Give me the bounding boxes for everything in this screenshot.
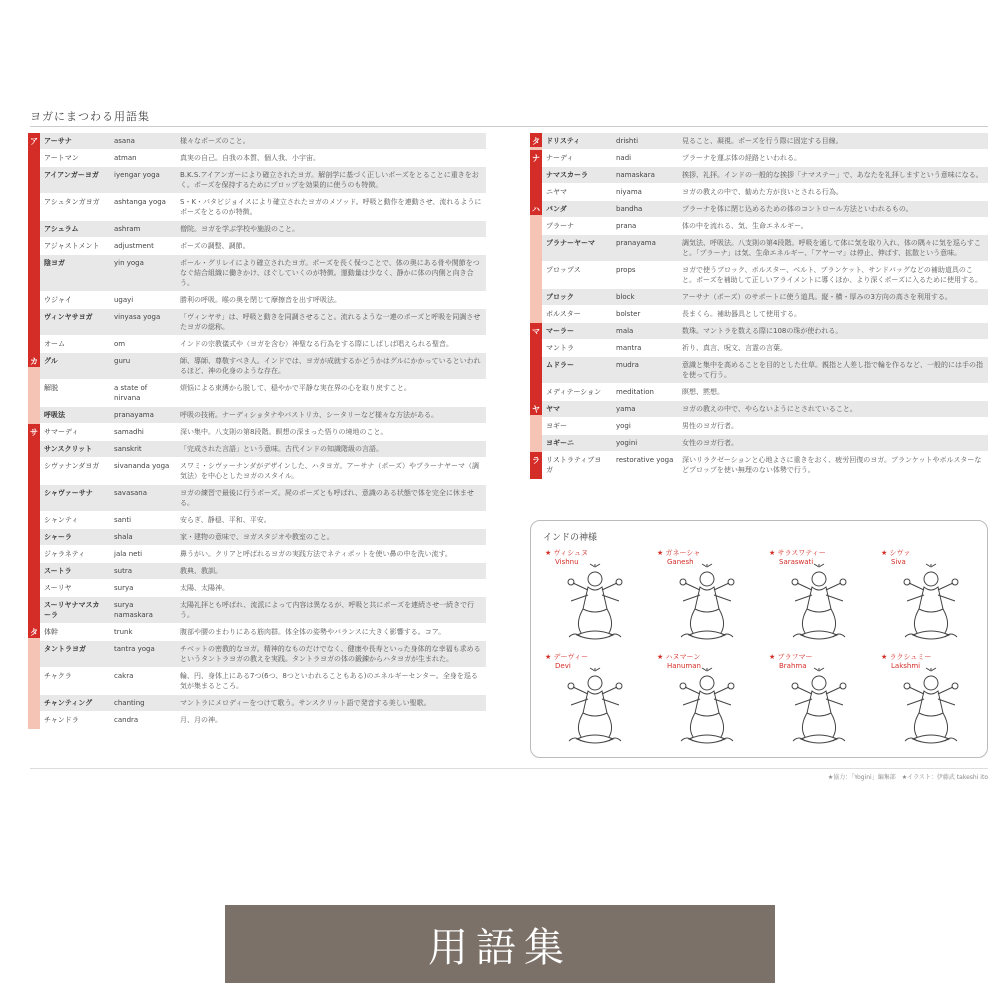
god-name-en: Brahma [779, 662, 807, 670]
glossary-romanization: shala [114, 533, 133, 541]
glossary-term: マントラ [546, 344, 574, 352]
glossary-romanization: bolster [616, 310, 641, 318]
glossary-description: 数珠。マントラを数える際に108の珠が使われる。 [682, 327, 843, 335]
glossary-romanization: ashtanga yoga [114, 198, 166, 206]
star-icon: ★ [545, 549, 554, 557]
banner [225, 905, 775, 983]
glossary-row [542, 306, 988, 323]
glossary-term: オーム [44, 340, 65, 348]
glossary-row [40, 485, 486, 512]
glossary-description: S・K・パタビジョイスにより確立されたヨガのメソッド。呼吸と動作を連動させ、流れるようにポーズをとるのが特徴。 [180, 198, 482, 216]
glossary-section [530, 323, 988, 401]
section-index-tab [530, 150, 542, 201]
banner-label: 用語集 [428, 924, 572, 971]
glossary-description: 太陽礼拝とも呼ばれ、流派によって内容は異なるが、呼吸と共にポーズを連続させ一続きで行う。 [180, 601, 475, 619]
glossary-romanization: yogi [616, 422, 631, 430]
glossary-description: ヨガの教えの中で、勧めた方が良いとされる行為。 [682, 188, 843, 196]
glossary-description: 見ること、凝視。ポーズを行う際に固定する目線。 [682, 137, 843, 145]
glossary-description: プラーナを体に閉じ込めるための体のコントロール方法といわれるもの。 [682, 205, 913, 213]
glossary-term: ヨギー [546, 422, 567, 430]
glossary-description: 家・建物の意味で、ヨガスタジオや教室のこと。 [180, 533, 334, 541]
glossary-term: サンスクリット [44, 445, 93, 453]
glossary-term: シャンティ [44, 516, 79, 524]
glossary-description: 意識と集中を高めることを目的とした仕草。親指と人差し指で輪を作るなど、一般的には手の指を使って行う。 [682, 361, 983, 379]
glossary-description: 月、月の神。 [180, 716, 222, 724]
glossary-row [40, 309, 486, 336]
deity-line-drawing-icon [555, 667, 635, 749]
glossary-row [40, 597, 486, 624]
glossary-romanization: a state of nirvana [114, 384, 148, 402]
section-index-tab [530, 201, 542, 323]
god-name-en: Siva [891, 558, 906, 566]
god-name-ja: ガネーシャ [665, 549, 701, 557]
section-kana: ナ [532, 154, 540, 163]
glossary-description: ポール・グリレイにより確立されたヨガ。ポーズを長く保つことで、体の奥にある骨や関節をつなぐ結合組織に働きかけ、ほぐしていくのが特徴。運動量は少なく、静かに体の内側と向き合う。 [180, 259, 480, 287]
glossary-description: インドの宗教儀式や（ヨガを含む）神聖なる行為をする際にしばしば唱えられる聖音。 [180, 340, 453, 348]
glossary-row [542, 184, 988, 201]
deity-line-drawing-icon [667, 563, 747, 645]
glossary-term: プロップス [546, 266, 581, 274]
glossary-term: アジャストメント [44, 242, 100, 250]
glossary-term: ウジャイ [44, 296, 72, 304]
indian-gods-panel [530, 520, 988, 758]
glossary-row [542, 384, 988, 401]
glossary-term: シャヴァーサナ [44, 489, 93, 497]
glossary-row [542, 218, 988, 235]
god-name-en: Saraswati [779, 558, 814, 566]
glossary-romanization: mantra [616, 344, 642, 352]
glossary-row [40, 624, 486, 641]
star-icon: ★ [657, 549, 666, 557]
glossary-romanization: iyengar yoga [114, 171, 160, 179]
glossary-row [542, 435, 988, 452]
glossary-row [542, 401, 988, 418]
god-name-ja: ハヌマーン [665, 653, 701, 661]
glossary-section [530, 201, 988, 323]
glossary-romanization: om [114, 340, 126, 348]
section-kana: ハ [532, 205, 540, 214]
glossary-romanization: meditation [616, 388, 654, 396]
god-name-en: Devi [555, 662, 571, 670]
star-icon: ★ [769, 549, 778, 557]
glossary-romanization: vinyasa yoga [114, 313, 161, 321]
glossary-description: 呼吸の技術。ナーディショタナやバストリカ、シータリーなど様々な方法がある。 [180, 411, 438, 419]
deity-line-drawing-icon [891, 667, 971, 749]
glossary-row [542, 262, 988, 289]
glossary-description: 僧院。ヨガを学ぶ学校や施設のこと。 [180, 225, 299, 233]
glossary-description: 深い集中。八支則の第8段階。瞑想の深まった悟りの境地のこと。 [180, 428, 388, 436]
glossary-description: 師、導師、尊敬すべき人。インドでは、ヨガが成就するかどうかはグルにかかっているといわれるほど、神の化身のような存在。 [180, 357, 481, 375]
glossary-romanization: tantra yoga [114, 645, 155, 653]
god-name-en: Ganesh [667, 558, 694, 566]
glossary-row [542, 452, 988, 479]
glossary-romanization: restorative yoga [616, 456, 674, 464]
deity-line-drawing-icon [891, 563, 971, 645]
glossary-romanization: pranayama [114, 411, 154, 419]
glossary-romanization: surya namaskara [114, 601, 153, 619]
glossary-section [530, 401, 988, 452]
glossary-description: ヨガの教えの中で、やらないようにとされていること。 [682, 405, 857, 413]
glossary-romanization: sanskrit [114, 445, 142, 453]
glossary-row [542, 201, 988, 218]
glossary-row [40, 238, 486, 255]
section-kana: タ [30, 628, 38, 637]
star-icon: ★ [769, 653, 778, 661]
glossary-term: チャクラ [44, 672, 72, 680]
glossary-term: シヴァナンダヨガ [44, 462, 100, 470]
section-kana: ラ [532, 456, 540, 465]
glossary-description: 瞑想、黙想。 [682, 388, 724, 396]
god-name-ja: サラスワティー [777, 549, 826, 557]
glossary-term: スートラ [44, 567, 72, 575]
glossary-section [28, 133, 486, 353]
glossary-row [40, 695, 486, 712]
glossary-romanization: surya [114, 584, 134, 592]
star-icon: ★ [545, 653, 554, 661]
glossary-term: ムドラー [546, 361, 574, 369]
glossary-term: ナマスカーラ [546, 171, 588, 179]
glossary-left-column [28, 133, 486, 729]
glossary-term: アーサナ [44, 137, 72, 145]
glossary-description: プラーナを運ぶ体の経路といわれる。 [682, 154, 801, 162]
glossary-romanization: adjustment [114, 242, 154, 250]
glossary-section [530, 150, 988, 201]
glossary-description: ヨガで使うブロック、ボルスター、ベルト、ブランケット、サンドバッグなどの補助道具のこと。ポーズを補助して正しいアライメントに導くほか、より深くポーズに入るために使用する。 [682, 266, 983, 284]
glossary-term: ブロック [546, 293, 574, 301]
god-name-en: Lakshmi [891, 662, 921, 670]
deity-line-drawing-icon [555, 563, 635, 645]
glossary-description: 鼻うがい。クリアと呼ばれるヨガの実践方法でネティポットを使い鼻の中を洗い流す。 [180, 550, 452, 558]
glossary-row [542, 289, 988, 306]
section-index-tab [28, 353, 40, 424]
glossary-row [40, 292, 486, 309]
glossary-row [542, 340, 988, 357]
glossary-description: 調気法、呼吸法。八支則の第4段階。呼吸を通して体に気を取り入れ、体の隅々に気を巡らすこと。「プラーナ」は気、生命エネルギー、「アヤーマ」は停止、伸ばす、拡散という意味。 [682, 239, 981, 257]
glossary-description: B.K.S.アイアンガーにより確立されたヨガ。解剖学に基づく正しいポーズをとることに重きをおく。ポーズを保持するためにプロップを効果的に使うのも特徴。 [180, 171, 479, 189]
glossary-term: バンダ [546, 205, 567, 213]
glossary-section [530, 452, 988, 479]
glossary-description: 「完成された言語」という意味。古代インドの知識階級の言語。 [180, 445, 383, 453]
star-icon: ★ [881, 549, 890, 557]
glossary-row [40, 424, 486, 441]
glossary-romanization: niyama [616, 188, 642, 196]
glossary-romanization: props [616, 266, 636, 274]
glossary-term: ヴィンヤサヨガ [44, 313, 93, 321]
god-illustration-card [537, 549, 649, 649]
glossary-row [40, 668, 486, 695]
glossary-term: アートマン [44, 154, 79, 162]
glossary-romanization: cakra [114, 672, 134, 680]
section-kana: カ [30, 357, 38, 366]
deity-line-drawing-icon [667, 667, 747, 749]
glossary-term: マーラー [546, 327, 574, 335]
star-icon: ★ [657, 653, 666, 661]
glossary-row [40, 380, 486, 407]
glossary-term: アシュラム [44, 225, 79, 233]
glossary-term: プラーナ [546, 222, 574, 230]
glossary-term: アイアンガーヨガ [44, 171, 99, 179]
glossary-row [40, 150, 486, 167]
glossary-row [40, 563, 486, 580]
glossary-description: チベットの密教的なヨガ。精神的なものだけでなく、健康や長寿といった身体的な幸福も求めるというタントラヨガの教えを実践。タントラヨガの体の鍛錬からハタヨガが生まれた。 [180, 645, 481, 663]
glossary-term: ニヤマ [546, 188, 567, 196]
glossary-description: マントラにメロディーをつけて歌う。サンスクリット語で発音する美しい聖歌。 [180, 699, 431, 707]
glossary-row [542, 167, 988, 184]
glossary-description: ヨガの練習で最後に行うポーズ。屍のポーズとも呼ばれ、意識のある状態で体を完全に休ませる。 [180, 489, 474, 507]
glossary-section [530, 133, 988, 150]
glossary-row [40, 512, 486, 529]
gods-panel-title: インドの神様 [543, 533, 598, 543]
glossary-description: 挨拶、礼拝。インドの一般的な挨拶「ナマステー」で、あなたを礼拝しますという意味になる。 [682, 171, 983, 179]
glossary-row [40, 458, 486, 485]
god-name-en: Vishnu [555, 558, 579, 566]
glossary-term: アシュタンガヨガ [44, 198, 100, 206]
glossary-description: アーサナ（ポーズ）のサポートに使う道具。縦・横・厚みの3方向の高さを利用する。 [682, 293, 952, 301]
section-kana: サ [30, 428, 38, 437]
god-name-ja: デーヴィー [553, 653, 589, 661]
glossary-row [40, 336, 486, 353]
glossary-description: 深いリラクゼーションと心地よさに重きをおく、疲労回復のヨガ。ブランケットやボルスターなどプロップを使い無理のない体勢で行う。 [682, 456, 982, 474]
glossary-term: チャンティング [44, 699, 93, 707]
star-icon: ★ [881, 653, 890, 661]
glossary-romanization: yin yoga [114, 259, 144, 267]
glossary-row [542, 418, 988, 435]
glossary-term: サマーディ [44, 428, 79, 436]
glossary-right-column [530, 133, 988, 479]
glossary-row [40, 194, 486, 221]
glossary-row [40, 353, 486, 380]
glossary-description: 長まくら。補助器具として使用する。 [682, 310, 801, 318]
glossary-description: 「ヴィンヤサ」は、呼吸と動きを同調させること。流れるような一連のポーズと呼吸を同調させたヨガの総称。 [180, 313, 481, 331]
glossary-romanization: mala [616, 327, 634, 335]
glossary-term: ヤマ [546, 405, 560, 413]
glossary-romanization: candra [114, 716, 139, 724]
glossary-description: 輪、円、身体上にある7つ(6つ、8つといわれることもある)のエネルギーセンター。全身を巡る気が集まるところ。 [180, 672, 478, 690]
god-illustration-card [873, 653, 985, 753]
glossary-romanization: ashram [114, 225, 141, 233]
glossary-row [542, 150, 988, 167]
section-index-tab [530, 452, 542, 479]
glossary-description: スワミ・シヴァーナンダがデザインした、ハタヨガ。アーサナ（ポーズ）やプラーナヤーマ（調気法）を中心としたヨガのスタイル。 [180, 462, 479, 480]
god-name-ja: ヴィシュヌ [553, 549, 588, 557]
glossary-row [40, 255, 486, 292]
footer-divider [30, 768, 988, 769]
god-illustration-card [873, 549, 985, 649]
glossary-romanization: asana [114, 137, 135, 145]
glossary-term: ボルスター [546, 310, 581, 318]
glossary-term: メディテーション [546, 388, 602, 396]
god-illustration-card [649, 653, 761, 753]
glossary-row [40, 529, 486, 546]
glossary-row [542, 357, 988, 384]
glossary-term: グル [44, 357, 58, 365]
glossary-romanization: nadi [616, 154, 632, 162]
deity-line-drawing-icon [779, 563, 859, 645]
glossary-term: ナーディ [546, 154, 574, 162]
glossary-romanization: drishti [616, 137, 639, 145]
god-name-ja: シヴァ [889, 549, 911, 557]
credits-line: ★協力：「Yogini」編集部 ★イラスト：伊藤武 takeshi ito [827, 774, 988, 781]
glossary-romanization: samadhi [114, 428, 144, 436]
glossary-romanization: trunk [114, 628, 133, 636]
glossary-romanization: sivananda yoga [114, 462, 170, 470]
glossary-romanization: bandha [616, 205, 643, 213]
glossary-section [28, 624, 486, 729]
glossary-romanization: prana [616, 222, 637, 230]
god-illustration-card [537, 653, 649, 753]
section-kana: ア [30, 137, 38, 146]
glossary-row [542, 133, 988, 150]
glossary-row [40, 133, 486, 150]
glossary-description: 教典、教訓。 [180, 567, 222, 575]
god-name-en: Hanuman [667, 662, 701, 670]
glossary-row [542, 235, 988, 262]
glossary-term: ジャラネティ [44, 550, 86, 558]
glossary-term: ヨギーニ [546, 439, 574, 447]
glossary-term: 呼吸法 [44, 411, 65, 419]
glossary-term: リストラティブヨガ [546, 456, 602, 474]
glossary-romanization: yama [616, 405, 636, 413]
glossary-term: シャーラ [44, 533, 72, 541]
title-divider [30, 126, 988, 127]
glossary-term: 陰ヨガ [44, 259, 65, 267]
deity-line-drawing-icon [779, 667, 859, 749]
god-name-ja: ブラフマー [777, 653, 813, 661]
god-illustration-card [761, 653, 873, 753]
glossary-row [40, 441, 486, 458]
section-index-tab [530, 323, 542, 401]
section-kana: マ [532, 327, 540, 336]
glossary-section [28, 424, 486, 624]
glossary-term: スーリヤナマスカーラ [44, 601, 100, 619]
glossary-romanization: sutra [114, 567, 132, 575]
god-illustration-card [761, 549, 873, 649]
glossary-term: プラナーヤーマ [546, 239, 595, 247]
section-index-tab [28, 133, 40, 353]
glossary-description: 男性のヨガ行者。 [682, 422, 738, 430]
god-name-ja: ラクシュミー [889, 653, 932, 661]
glossary-description: 煩悩による束縛から脱して、穏やかで平静な実在界の心を取り戻すこと。 [180, 384, 411, 392]
glossary-romanization: guru [114, 357, 131, 365]
section-kana: タ [532, 137, 540, 146]
glossary-description: 真実の自己。自我の本質、個人我、小宇宙。 [180, 154, 320, 162]
section-index-tab [530, 133, 542, 150]
glossary-row [40, 580, 486, 597]
glossary-section [28, 353, 486, 424]
glossary-row [40, 221, 486, 238]
glossary-description: 女性のヨガ行者。 [682, 439, 738, 447]
glossary-romanization: pranayama [616, 239, 656, 247]
glossary-romanization: block [616, 293, 635, 301]
glossary-romanization: santi [114, 516, 132, 524]
glossary-romanization: chanting [114, 699, 145, 707]
glossary-term: 体幹 [44, 628, 58, 636]
glossary-description: 安らぎ、静穏、平和、平安。 [180, 516, 271, 524]
glossary-description: 勝利の呼吸。喉の奥を閉じて摩擦音を出す呼吸法。 [180, 296, 341, 304]
glossary-romanization: savasana [114, 489, 148, 497]
glossary-description: ポーズの調整、調節。 [180, 242, 250, 250]
glossary-romanization: jala neti [114, 550, 143, 558]
glossary-row [542, 323, 988, 340]
glossary-description: 太陽、太陽神。 [180, 584, 229, 592]
glossary-term: 解脱 [44, 384, 58, 392]
glossary-term: ドリスティ [546, 137, 581, 145]
glossary-romanization: ugayi [114, 296, 134, 304]
glossary-term: チャンドラ [44, 716, 79, 724]
god-illustration-card [649, 549, 761, 649]
glossary-term: スーリヤ [44, 584, 72, 592]
section-index-tab [530, 401, 542, 452]
glossary-row [40, 167, 486, 194]
glossary-romanization: mudra [616, 361, 639, 369]
page-title: ヨガにまつわる用語集 [30, 110, 150, 123]
section-kana: ヤ [532, 405, 540, 414]
glossary-romanization: namaskara [616, 171, 655, 179]
glossary-description: 様々なポーズのこと。 [180, 137, 250, 145]
glossary-romanization: atman [114, 154, 137, 162]
glossary-term: タントラヨガ [44, 645, 86, 653]
glossary-row [40, 641, 486, 668]
glossary-description: 体の中を流れる、気、生命エネルギー。 [682, 222, 808, 230]
glossary-row [40, 712, 486, 729]
glossary-romanization: yogini [616, 439, 638, 447]
glossary-description: 腹部や腰のまわりにある筋肉群。体全体の姿勢やバランスに大きく影響する。コア。 [180, 628, 446, 636]
section-index-tab [28, 424, 40, 624]
glossary-row [40, 407, 486, 424]
glossary-description: 祈り、真言、呪文、言霊の言葉。 [682, 344, 787, 352]
section-index-tab [28, 624, 40, 729]
glossary-row [40, 546, 486, 563]
